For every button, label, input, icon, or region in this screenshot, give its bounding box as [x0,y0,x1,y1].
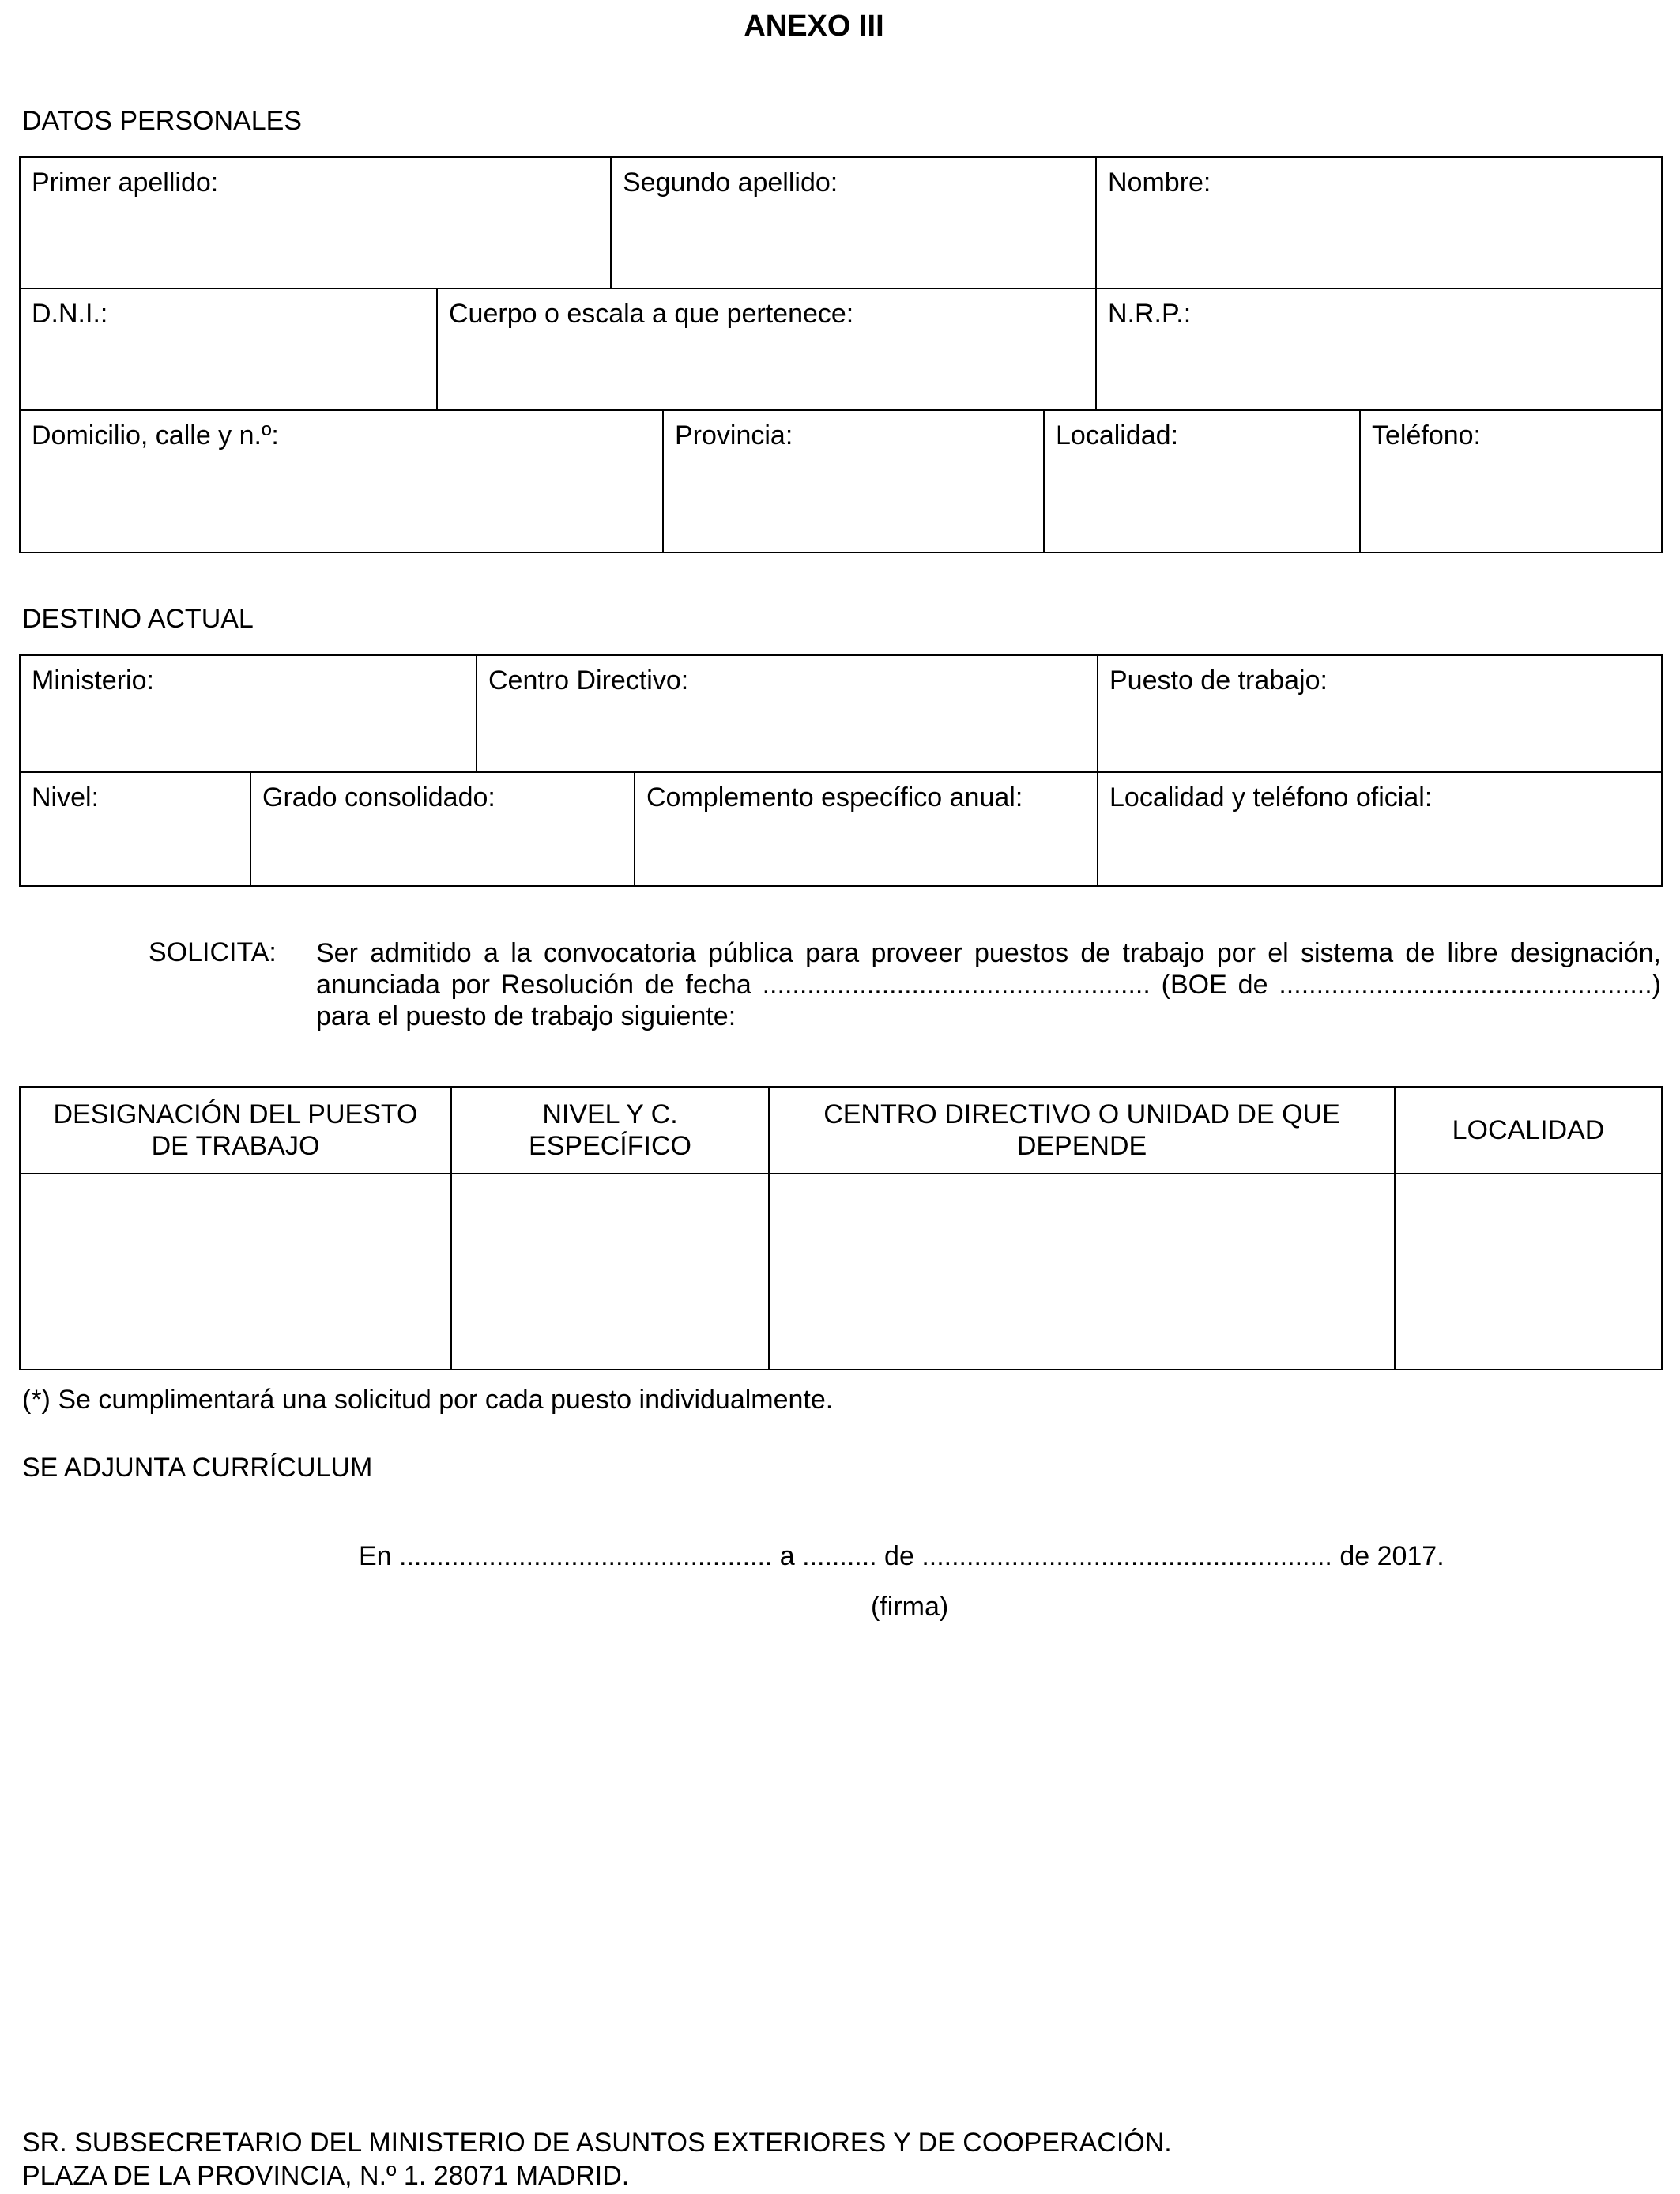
ministerio-label: Ministerio: [32,665,154,696]
localidad-field[interactable] [1045,411,1361,552]
complemento-label: Complemento específico anual: [646,782,1023,812]
section-heading-destino-actual: DESTINO ACTUAL [22,604,254,634]
puesto-trabajo-label: Puesto de trabajo: [1109,665,1328,696]
segundo-apellido-field[interactable] [612,158,1097,289]
nrp-label: N.R.P.: [1108,299,1192,329]
solicita-text: Ser admitido a la convocatoria pública para proveer puestos de trabajo por el sistema de libre designación, anunciada por Resolución de fecha .................................................... (BOE de ..................................................) para el puesto de trabajo siguiente: [316,938,1661,1031]
section-heading-datos-personales: DATOS PERSONALES [22,106,302,136]
complemento-field[interactable] [635,773,1098,885]
destino-actual-form [19,654,1663,887]
localidad-label: Localidad: [1056,420,1179,450]
nivel-field[interactable] [21,773,251,885]
grado-consolidado-field[interactable] [251,773,635,885]
page-title: ANEXO III [744,9,884,43]
nombre-label: Nombre: [1108,168,1211,198]
localidad-telefono-field[interactable] [1098,773,1661,885]
firma-label: (firma) [871,1592,949,1622]
domicilio-label: Domicilio, calle y n.º: [32,420,279,450]
adjunta-curriculum: SE ADJUNTA CURRÍCULUM [22,1453,373,1483]
primer-apellido-field[interactable] [21,158,612,289]
footnote: (*) Se cumplimentará una solicitud por cada puesto individualmente. [22,1385,834,1415]
nombre-field[interactable] [1097,158,1661,289]
fecha-line[interactable]: En .................................................. a .......... de ....................................................... de 2017. [359,1541,1445,1571]
puesto-trabajo-field[interactable] [1098,656,1661,773]
domicilio-field[interactable] [21,411,664,552]
table-cell-centro-directivo[interactable] [770,1174,1396,1369]
table-cell-localidad[interactable] [1396,1174,1661,1369]
segundo-apellido-label: Segundo apellido: [623,168,838,198]
provincia-label: Provincia: [675,420,793,450]
cuerpo-escala-label: Cuerpo o escala a que pertenece: [449,299,854,329]
localidad-telefono-label: Localidad y teléfono oficial: [1109,782,1433,812]
destinatario-line-1: SR. SUBSECRETARIO DEL MINISTERIO DE ASUNTOS EXTERIORES Y DE COOPERACIÓN. [22,2128,1172,2158]
cuerpo-escala-field[interactable] [438,289,1097,411]
personal-data-form [19,156,1663,553]
primer-apellido-label: Primer apellido: [32,168,219,198]
dni-label: D.N.I.: [32,299,108,329]
telefono-field[interactable] [1361,411,1661,552]
puestos-table [19,1086,1663,1370]
provincia-field[interactable] [664,411,1045,552]
nrp-field[interactable] [1097,289,1661,411]
grado-consolidado-label: Grado consolidado: [262,782,495,812]
table-header-nivel: NIVEL Y C. ESPECÍFICO [452,1088,770,1174]
centro-directivo-label: Centro Directivo: [488,665,689,696]
dni-field[interactable] [21,289,438,411]
table-header-centro-directivo: CENTRO DIRECTIVO O UNIDAD DE QUE DEPENDE [770,1088,1396,1174]
solicita-label: SOLICITA: [149,937,277,967]
destinatario-line-2: PLAZA DE LA PROVINCIA, N.º 1. 28071 MADRID. [22,2161,630,2191]
table-header-localidad: LOCALIDAD [1396,1088,1661,1174]
ministerio-field[interactable] [21,656,477,773]
nivel-label: Nivel: [32,782,100,812]
table-cell-designacion[interactable] [21,1174,452,1369]
table-header-designacion: DESIGNACIÓN DEL PUESTO DE TRABAJO [21,1088,452,1174]
centro-directivo-field[interactable] [477,656,1098,773]
table-cell-nivel[interactable] [452,1174,770,1369]
telefono-label: Teléfono: [1372,420,1481,450]
